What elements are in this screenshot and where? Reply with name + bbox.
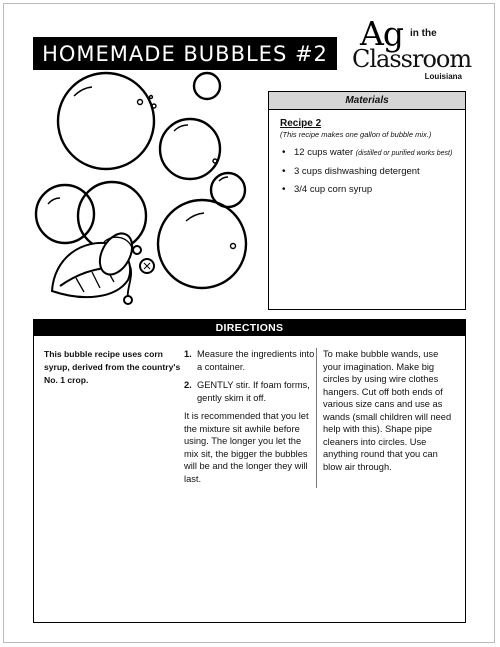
step-number: 1. [184,349,192,359]
ingredient-text: 3 cups dishwashing detergent [294,166,420,177]
recipe-title: Recipe 2 [280,118,322,129]
ingredient-item [280,165,452,178]
ingredient-text: 3/4 cup corn syrup [294,184,373,195]
small-bubble [194,73,220,99]
step-text: GENTLY stir. If foam forms, gently skim it off. [197,380,310,403]
large-bubble [58,73,154,169]
logo-state: Louisiana [424,72,462,81]
directions-header: DIRECTIONS [34,320,465,336]
ingredient-item [280,146,452,160]
logo-classroom: Classroom [352,45,472,73]
tiny-bubble [211,173,245,207]
directions-note: It is recommended that you let the mixture sit awhile before using. The longer you let the mix sit, the bigger the bubbles will be and the longer they will last. [184,411,309,484]
column-divider [316,348,317,488]
ag-in-the-classroom-logo [352,14,472,81]
bubble-wand-instructions: To make bubble wands, use your imagination. Make big circles by using wire clothes hangers. Cut off both ends of various size cans and use as wands (small children will need help with this). Shape pipe cleaners into circles. Use anything round that you can blow air through. [323,349,452,472]
ingredient-item [280,183,452,196]
recipe-note: (This recipe makes one gallon of bubble mix.) [280,130,432,139]
step-text: Measure the ingredients into a container. [197,349,315,372]
step-item [184,379,317,404]
step-item [184,348,317,373]
materials-box [268,91,466,310]
logo-ag: Ag [360,14,403,53]
page-title-text: HOMEMADE BUBBLES #2 [42,41,328,66]
medium-bubble [160,119,220,179]
bubbles-illustration [34,66,266,310]
steps-list [184,348,317,404]
ingredient-text: 12 cups water [294,147,354,158]
ingredients-list [280,146,452,201]
ingredient-note: (distilled or purified works best) [355,150,453,157]
bubble-wand-leaf [52,228,154,304]
logo-in-the: in the [410,28,437,39]
materials-header: Materials [269,92,465,110]
directions-steps-column [184,348,317,485]
directions-box [33,319,466,623]
step-number: 2. [184,380,192,390]
directions-intro: This bubble recipe uses corn syrup, derived from the country's No. 1 crop. [44,349,181,385]
